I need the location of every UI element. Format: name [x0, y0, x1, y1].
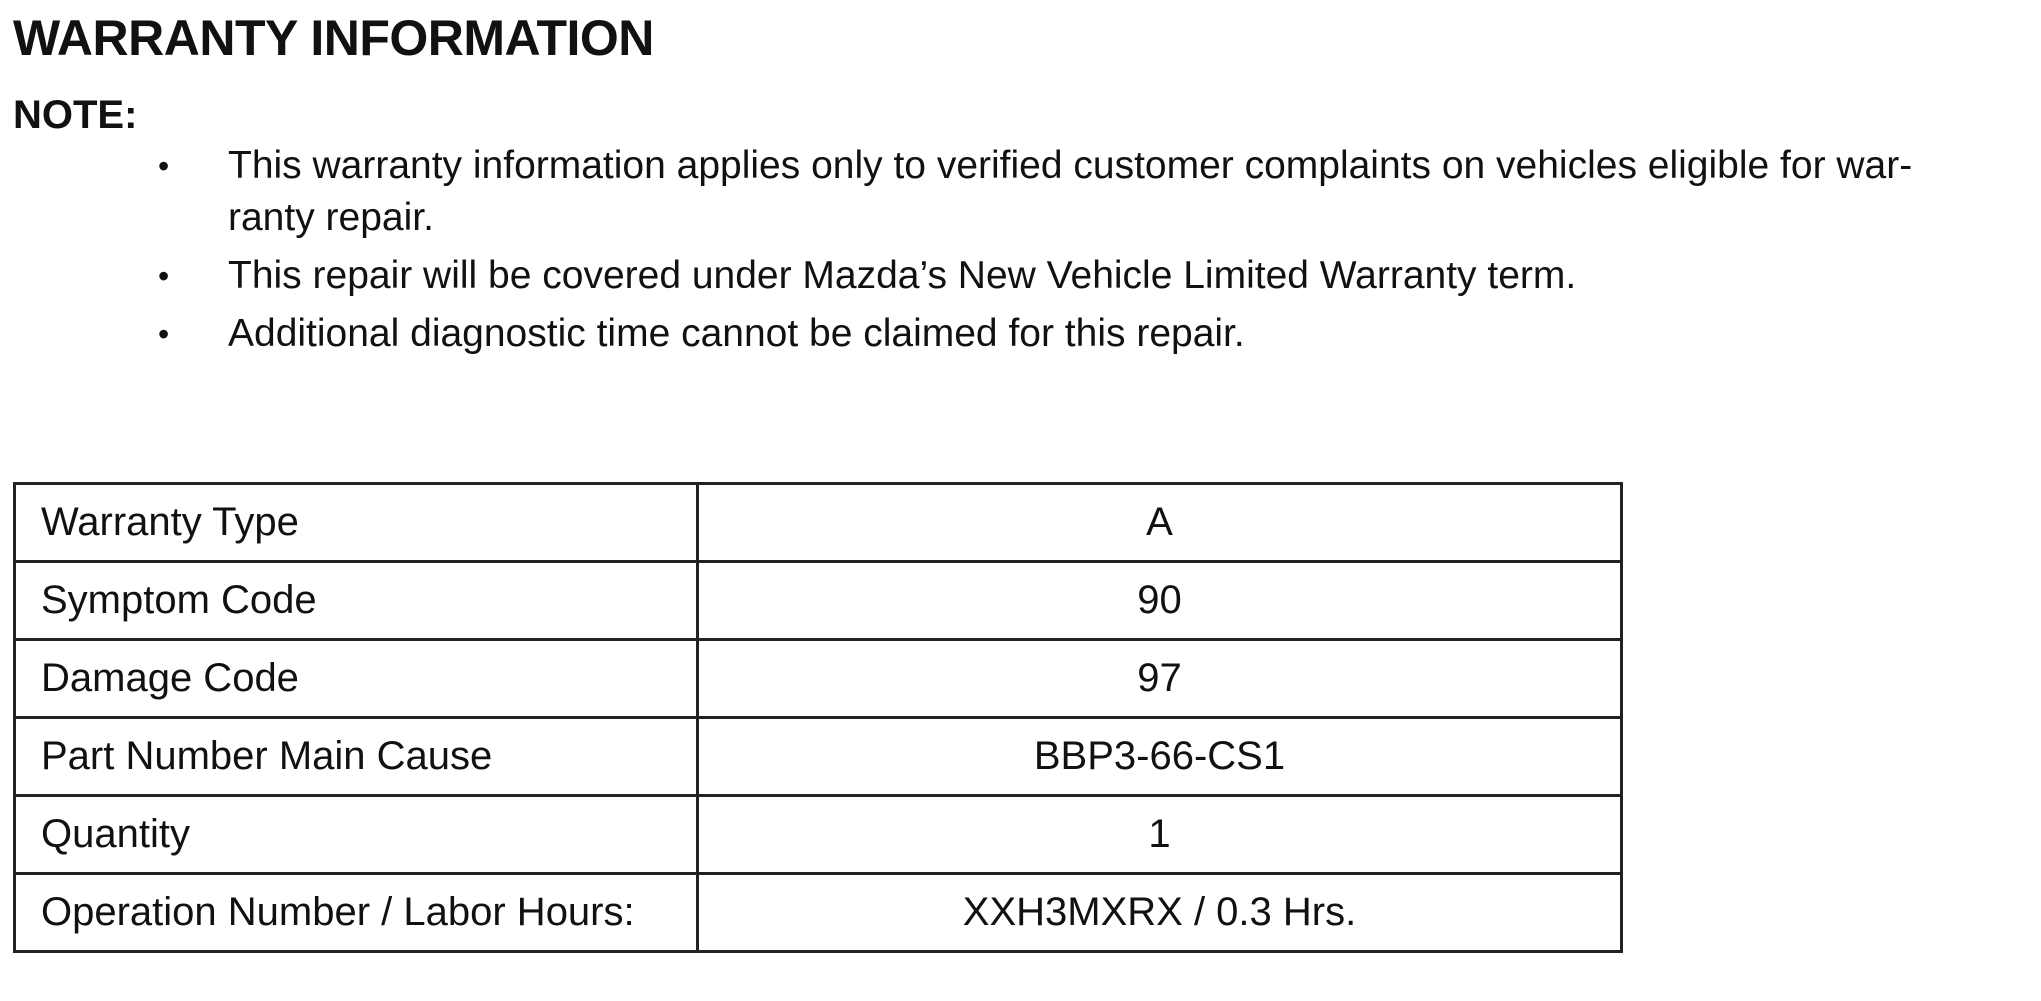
bullet-icon: • [158, 148, 170, 184]
page-title: WARRANTY INFORMATION [13, 10, 654, 66]
table-row [15, 484, 1622, 562]
table-row [15, 874, 1622, 952]
table-row [15, 562, 1622, 640]
note-text: This repair will be covered under Mazda’s New Vehicle Limited Warranty term. [228, 254, 1577, 297]
list-item [150, 250, 2030, 302]
row-value: XXH3MXRX / 0.3 Hrs. [698, 874, 1622, 952]
row-label: Warranty Type [15, 484, 698, 562]
row-label: Symptom Code [15, 562, 698, 640]
bullet-icon: • [158, 258, 170, 294]
row-label: Operation Number / Labor Hours: [15, 874, 698, 952]
row-label: Part Number Main Cause [15, 718, 698, 796]
note-text: This warranty information applies only to verified customer complaints on vehicles eligible for war- [228, 144, 1913, 187]
row-value: 1 [698, 796, 1622, 874]
row-label: Damage Code [15, 640, 698, 718]
table-row [15, 640, 1622, 718]
row-value: A [698, 484, 1622, 562]
warranty-table [13, 482, 1623, 953]
row-value: BBP3-66-CS1 [698, 718, 1622, 796]
row-label: Quantity [15, 796, 698, 874]
list-item [150, 140, 2030, 244]
notes-list [150, 140, 2030, 366]
note-label: NOTE: [13, 93, 138, 137]
list-item [150, 308, 2030, 360]
row-value: 90 [698, 562, 1622, 640]
bullet-icon: • [158, 316, 170, 352]
note-text-continued: ranty repair. [228, 196, 434, 239]
table-row [15, 718, 1622, 796]
table-row [15, 796, 1622, 874]
row-value: 97 [698, 640, 1622, 718]
note-text: Additional diagnostic time cannot be claimed for this repair. [228, 312, 1245, 355]
